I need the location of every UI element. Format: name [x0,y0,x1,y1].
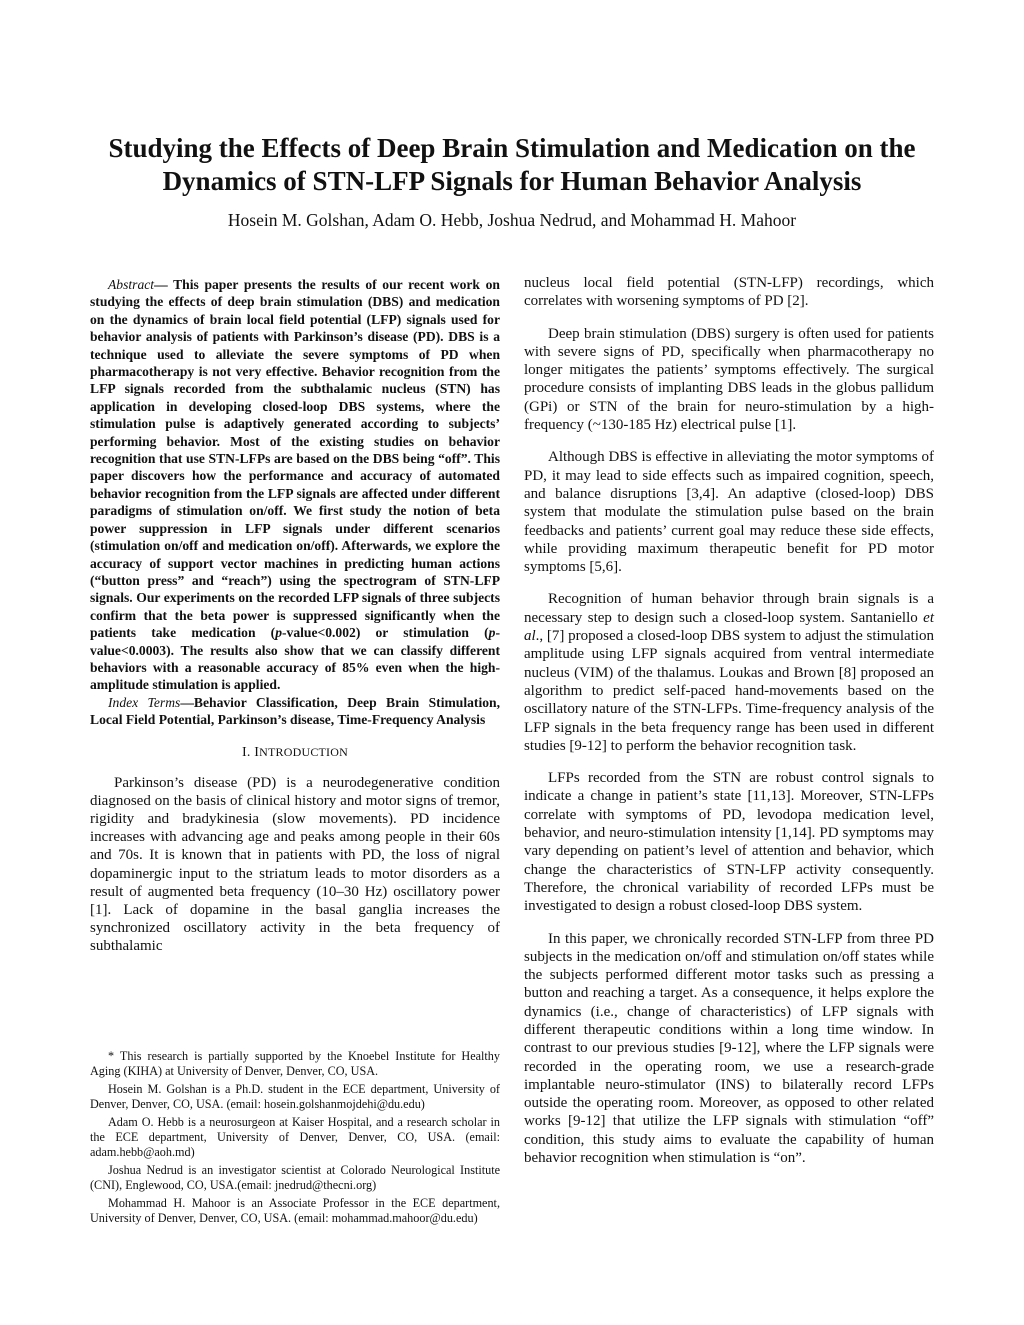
section-title-rest: NTRODUCTION [259,744,348,759]
left-column [90,276,500,956]
footnote-golshan: Hosein M. Golshan is a Ph.D. student in the ECE department, University of Denver, Denver, CO, USA. (email: hosein.golshanmojdehi@du.edu) [90,1082,500,1111]
paragraph-dbs-surgery: Deep brain stimulation (DBS) surgery is often used for patients with severe signs of PD, specifically when pharmacotherapy no longer mitigates the patients’ symptoms effectively. The surgical procedure consists of implanting DBS leads in the globus pallidum (GPi) or STN of the brain for neuro-stimulation by a high-frequency (~130-185 Hz) electrical pulse [1]. [524,325,934,434]
et-al: et al [524,609,934,645]
section-title-first: I [254,744,260,760]
footnote-funding: * This research is partially supported by the Knoebel Institute for Healthy Aging (KIHA) at University of Denver, Denver, CO, USA. [90,1049,500,1078]
abstract-p-symbol-2: p [488,625,496,641]
abstract-label: Abstract [108,277,155,292]
abstract-text: This paper presents the results of our recent work on studying the effects of deep brain stimulation (DBS) and medication on the dynamics of brain local field potential (LFP) signals used for behavior analysis of patients with Parkinson’s disease (PD). DBS is a technique used to alleviate the severe symptoms of PD when pharmacotherapy is not very effective. Behavior recognition from the LFP signals recorded from the subthalamic nucleus (STN) has application in developing closed-loop DBS systems, where the stimulation pulse is adaptively generated according to subjects’ performing behavior. Most of the existing studies on behavior recognition that use STN-LFPs are based on the DBS being “off”. This paper discovers how the performance and accuracy of automated behavior recognition from the LFP signals are affected under different paradigms of stimulation on/off. We first study the notion of beta power suppression in LFP signals under different scenarios (stimulation on/off and medication on/off). Afterwards, we explore the accuracy of support vector machines in predicting human actions (“button press” and “reach”) using the spectrogram of STN-LFP signals. Our experiments on the recorded LFP signals of three subjects confirm that the beta power is suppressed significantly when the patients take medication ( [90,277,500,641]
paragraph-continued: nucleus local field potential (STN-LFP) recordings, which correlates with worsening symptoms of PD [2]. [524,275,934,310]
abstract-dash: — [154,277,174,292]
intro-paragraph: Parkinson’s disease (PD) is a neurodegenerative condition diagnosed on the basis of clinical history and motor signs of tremor, rigidity and bradykinesia (slow movements). PD incidence increases with advancing age and peaks among people in their 60s and 70s. It is known that in patients with PD, the loss of nigral dopaminergic input to the striatum leads to motor disorders as a result of augmented beta frequency (10–30 Hz) oscillatory power [1]. Lack of dopamine in the basal ganglia increases the synchronized oscillatory activity in the beta frequency of subthalamic [90,774,500,955]
right-column [524,274,934,1181]
paragraph-text: Recognition of human behavior through brain signals is a necessary step to design such a closed-loop system. Santaniello [524,591,934,626]
footnote-nedrud: Joshua Nedrud is an investigator scientist at Colorado Neurological Institute (CNI), Englewood, CO, USA.(email: jnedrud@thecni.org) [90,1163,500,1192]
section-number: I. [241,744,255,760]
footnote-mahoor: Mohammad H. Mahoor is an Associate Professor in the ECE department, University of Denver, Denver, CO, USA. (email: mohammad.mahoor@du.edu) [90,1196,500,1225]
paragraph-stn-lfp: LFPs recorded from the STN are robust control signals to indicate a change in patient’s state [11,13]. Moreover, STN-LFPs correlate with symptoms of PD, levodopa medication level, behavior, and neuro-stimulation intensity [1,14]. PD symptoms may vary depending on patient’s level of attention and behavior, which change the characteristics of STN-LFP activity consequently. Therefore, the chronical variability of recorded LFPs must be investigated to design a robust closed-loop DBS system. [524,770,934,915]
footnotes [90,1049,500,1229]
abstract-p-symbol: p [275,625,282,641]
paragraph-behavior-recognition [524,590,934,755]
paragraph-side-effects: Although DBS is effective in alleviating the motor symptoms of PD, it may lead to side effects such as impaired cognition, speech, and balance disruptions [3,4]. An adaptive (closed-loop) DBS system that modulate the stimulation pulse based on the brain feedbacks and patients’ current goal may reduce these side effects, while providing maximum therapeutic benefit for PD motor symptoms [5,6]. [524,449,934,576]
index-terms [90,694,500,729]
paragraph-text-cont: ., [7] proposed a closed-loop DBS system to adjust the stimulation amplitude using LFP signals acquired from ventral intermediate nucleus (VIM) of the thalamus. Loukas and Brown [8] proposed an algorithm to predict self-paced hand-movements based on the oscillatory nature of the STN-LFPs. Time-frequency analysis of the LFP signals in the beta frequency range has been used in different studies [9-12] to perform the behavior recognition task. [524,628,934,754]
index-terms-label: Index Terms [108,694,181,710]
index-terms-text: —Behavior Classification, Deep Brain Stimulation, Local Field Potential, Parkinson’s disease, Time-Frequency Analysis [90,694,500,728]
section-heading-introduction [90,743,500,762]
abstract-text-tail: -value<0.0003). The results also show that we can classify different behaviors with a reasonable accuracy of 85% even when the high-amplitude stimulation is applied. [90,625,500,693]
author-list: Hosein M. Golshan, Adam O. Hebb, Joshua Nedrud, and Mohammad H. Mahoor [227,210,797,230]
abstract-text-mid: -value<0.002) or stimulation ( [282,625,489,641]
paragraph-this-paper: In this paper, we chronically recorded STN-LFP from three PD subjects in the medication on/off and stimulation on/off states while the subjects performed different motor tasks such as pressing a button and reaching a target. As a consequence, it helps explore the dynamics (i.e., change of characteristics) of LFP signals with different therapeutic conditions within a long time window. In contrast to our previous studies [9-12], where the LFP signals were recorded in the operating room, we use a research-grade implantable neuro-stimulator (INS) to bilaterally record LFPs outside the operating room. Moreover, as opposed to other related works [9-12] that utilize the LFP signals with stimulation “off” condition, this study aims to evaluate the capability of human behavior recognition when stimulation is “on”. [524,930,934,1167]
abstract [90,276,500,694]
footnote-hebb: Adam O. Hebb is a neurosurgeon at Kaiser Hospital, and a research scholar in the ECE department, University of Denver, Denver, CO, USA. (email: adam.hebb@aoh.md) [90,1115,500,1159]
paper-title: Studying the Effects of Deep Brain Stimulation and Medication on the Dynamics of STN-LFP Signals for Human Behavior Analysis [108,133,916,196]
